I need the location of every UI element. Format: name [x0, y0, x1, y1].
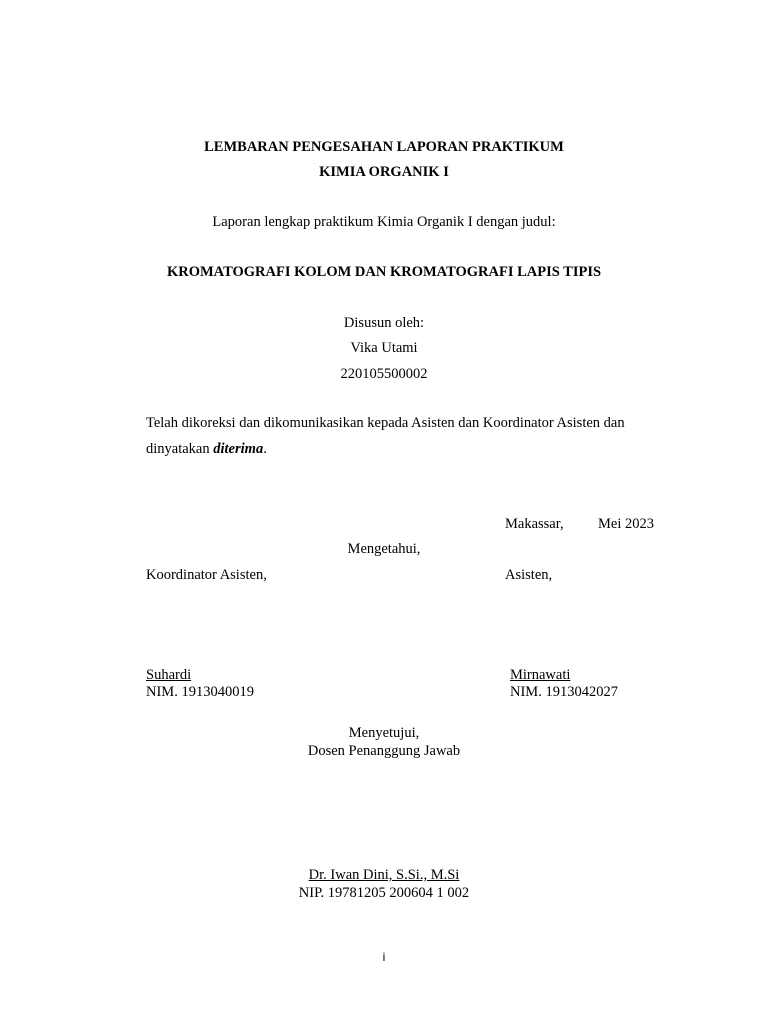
- author-id: 220105500002: [340, 366, 428, 382]
- statement-prefix: dinyatakan: [146, 441, 214, 457]
- author-name: Vika Utami: [350, 340, 418, 356]
- assistant-name: Mirnawati: [510, 667, 571, 683]
- approval-role: Dosen Penanggung Jawab: [307, 743, 461, 759]
- statement-line1: Telah dikoreksi dan dikomunikasikan kepada Asisten dan Koordinator Asisten dan: [146, 415, 625, 431]
- coordinator-nim: NIM. 1913040019: [146, 684, 254, 700]
- statement-suffix: .: [263, 441, 267, 457]
- assistant-nim: NIM. 1913042027: [510, 684, 618, 700]
- coordinator-role: Koordinator Asisten,: [146, 567, 267, 583]
- acknowledged-label: Mengetahui,: [347, 541, 421, 557]
- page-title-line1: LEMBARAN PENGESAHAN LAPORAN PRAKTIKUM: [204, 139, 564, 155]
- author-label: Disusun oleh:: [343, 315, 425, 331]
- statement-emphasis: diterima: [213, 441, 264, 457]
- statement-line2: [146, 442, 267, 457]
- lecturer-nip: NIP. 19781205 200604 1 002: [298, 885, 470, 901]
- date: Mei 2023: [598, 516, 654, 532]
- coordinator-name: Suhardi: [146, 667, 192, 683]
- lecturer-name: Dr. Iwan Dini, S.Si., M.Si: [308, 867, 460, 883]
- approval-label: Menyetujui,: [348, 725, 420, 741]
- intro-text: Laporan lengkap praktikum Kimia Organik I dengan judul:: [212, 214, 556, 230]
- lecturer-name-wrap: [0, 868, 768, 883]
- page-number: i: [382, 950, 386, 964]
- report-title: KROMATOGRAFI KOLOM DAN KROMATOGRAFI LAPIS TIPIS: [166, 264, 602, 280]
- page-title-line2: KIMIA ORGANIK I: [319, 164, 449, 180]
- place: Makassar,: [505, 516, 564, 532]
- assistant-role: Asisten,: [505, 567, 553, 583]
